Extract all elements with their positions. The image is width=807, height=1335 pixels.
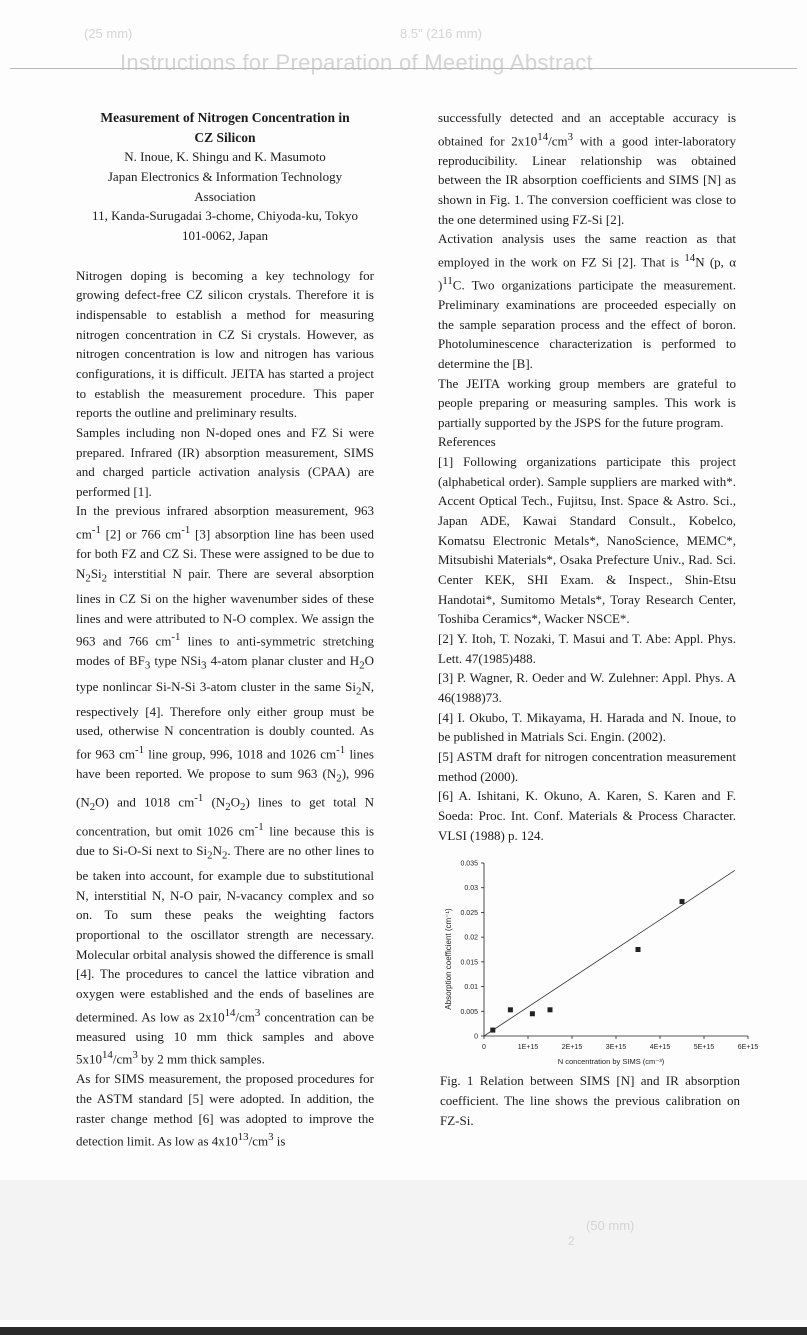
data-point — [530, 1011, 535, 1016]
paragraph-ir: In the previous infrared absorption measurement, 963 $cm^{-1}$ [2] or 766 $cm^{-1}$ [3] absorption line has been used for both FZ and CZ Si. These were assigned to be due to $N_2Si_2$ interstitial N pair. There are several absorption lines in CZ Si on the higher wavenumber sides of these lines and were attributed to N-O complex. We assign the 963 and 766 $cm^{-1}$ lines to anti-symmetric stretching modes of $BF_3$ type NSi$_3$ 4-atom planar cluster and $H_2O$ type nonlincar Si-N-Si 3-atom cluster in the same $Si_2N$, respectively [4]. Therefore only either group must be used, otherwise N concentration is doubly counted. As for 963 $cm^{-1}$ line group, 996, 1018 and 1026 $cm^{-1}$ lines have been reported. We propose to sum 963 $(N_2)$, 996 $(N_2O)$ and 1018 $cm^{-1}$ $(N_2O_2)$ lines to get total N concentration, but omit 1026 $cm^{-1}$ line because this is due to Si-O-Si next to $Si_2N_2$. There are no other lines to be taken into account, for example due to substitutional N, interstitial N, N-O pair, N-vacancy complex and so on. To sum these peaks the weighting factors proportional to the oscillator strength are necessary. Molecular orbital analysis showed the difference is small [4]. The procedures to cancel the lattice vibration and oxygen were established and the ends of baselines are determined. As low as $2x10^{14}/cm^3$ concentration can be measured using 10 mm thick samples and above $5x10^{14}/cm^3$ by 2 mm thick samples. — [76, 503, 375, 1067]
y-tick-label: 0.035 — [460, 860, 478, 868]
y-tick-label: 0.015 — [460, 959, 478, 967]
scan-edge — [0, 1327, 807, 1335]
x-axis — [482, 1036, 758, 1051]
figure-1-scatter-chart — [438, 853, 758, 1068]
paragraph-samples: Samples including non N-doped ones and FZ Si were prepared. Infrared (IR) absorption measurement, SIMS and charged particle activation analysis (CPAA) are performed [1]. — [76, 424, 374, 499]
top-margin-label: (25 mm) — [84, 26, 133, 41]
paragraph-intro: Nitrogen doping is becoming a key technology for growing defect-free CZ silicon crystals. Therefore it is indispensable to establish a method for measuring nitrogen concentration in CZ Si crystals. However, as nitrogen concentration is low and nitrogen has various configurations, it is difficult. JEITA has started a project to establish the measurement procedure. This paper reports the outline and preliminary results. — [76, 267, 374, 421]
right-column — [438, 108, 736, 845]
page-number: 2 — [568, 1234, 575, 1248]
bottom-margin-label: (50 mm) — [586, 1218, 635, 1233]
data-point — [680, 899, 685, 904]
address-line1: 11, Kanda-Surugadai 3-chome, Chiyoda-ku, Tokyo — [92, 208, 358, 224]
x-tick-label: 2E+15 — [561, 1044, 583, 1051]
template-title: Instructions for Preparation of Meeting Abstract — [120, 50, 593, 75]
reference-6: [6] A. Ishitani, K. Okuno, A. Karen, S. Karen and F. Soeda: Proc. Int. Conf. Materials & Process Character. VLSI (1988) p. 124. — [438, 788, 736, 843]
page-width-label: 8.5" (216 mm) — [400, 26, 482, 41]
x-tick-label: 6E+15 — [737, 1044, 758, 1051]
paper-title-line1: Measurement of Nitrogen Concentration in — [100, 110, 350, 125]
reference-1: [1] Following organizations participate this project (alphabetical order). Sample suppliers are marked with*. Accent Optical Tech., Fujitsu, Inst. Space & Astro. Sci., Japan ADE, Kawai Standard Consult., Kobelco, Komatsu Electronic Metals*, NanoScience, MEMC*, Mitsubishi Materials*, Osaka Prefecture Univ., Rad. Sci. Center KEK, SHI Exam. & Inspect., Shin-Etsu Handotai*, Sumitomo Metals*, Toray Research Center, Toshiba Ceramics*, Wacker NSCE*. — [438, 454, 736, 627]
paragraph-sims-cont: successfully detected and an acceptable accuracy is obtained for $2x10^{14}/cm^3$ with a good inter-laboratory reproducibility. Linear relationship was obtained between the IR absorption coefficients and SIMS [N] as shown in Fig. 1. The conversion coefficient was close to the one determined using FZ-Si [2]. — [438, 110, 736, 227]
x-tick-label: 5E+15 — [693, 1044, 715, 1051]
address-line2: 101-0062, Japan — [182, 227, 268, 243]
calibration-line — [484, 870, 735, 1036]
y-tick-label: 0.005 — [460, 1008, 478, 1016]
figure-caption: Fig. 1 Relation between SIMS [N] and IR absorption coefficient. The line shows the previous calibration on FZ-Si. — [440, 1073, 740, 1128]
x-tick-label: 4E+15 — [649, 1044, 671, 1051]
authors: N. Inoue, K. Shingu and K. Masumoto — [124, 149, 326, 165]
y-tick-label: 0 — [474, 1033, 478, 1041]
x-axis-label: N concentration by SIMS (cm⁻³) — [557, 1057, 665, 1066]
scan-shading — [0, 1180, 807, 1320]
paragraph-activation: Activation analysis uses the same reaction as that employed in the work on FZ Si [2]. That is $^{14}$N (p, α )$^{11}$C. Two organizations participate the measurement. Preliminary examinations are proceeded especially on the sample separation process and the effect of boron. Photoluminescence characterization is performed to determine the [B]. — [438, 231, 737, 371]
affiliation-line1: Japan Electronics & Information Technology — [107, 168, 343, 184]
reference-2: [2] Y. Itoh, T. Nozaki, T. Masui and T. Abe: Appl. Phys. Lett. 47(1985)488. — [438, 631, 736, 666]
reference-3: [3] P. Wagner, R. Oeder and W. Zulehner: Appl. Phys. A 46(1988)73. — [438, 670, 736, 706]
paragraph-sims: As for SIMS measurement, the proposed procedures for the ASTM standard [5] were adopted. In addition, the raster change method [6] was adopted to improve the detection limit. As low as $4x10^{13}/cm^3$ is — [76, 1071, 374, 1149]
x-tick-label: 0 — [482, 1044, 486, 1051]
x-tick-label: 1E+15 — [517, 1044, 539, 1051]
reference-4: [4] I. Okubo, T. Mikayama, H. Harada and N. Inoue, to be published in Matrials Sci. Engin. (2002). — [438, 709, 736, 745]
y-tick-label: 0.01 — [464, 984, 478, 992]
paper-title-line2: CZ Silicon — [194, 129, 256, 145]
y-tick-label: 0.02 — [464, 934, 478, 942]
y-tick-label: 0.025 — [460, 909, 478, 917]
data-point — [548, 1007, 553, 1012]
y-tick-label: 0.03 — [464, 885, 478, 893]
data-point — [636, 947, 641, 952]
paragraph-acknowledgement: The JEITA working group members are grateful to people preparing or measuring samples. This work is partially supported by the JSPS for the future program. — [438, 375, 736, 430]
data-point — [508, 1007, 513, 1012]
x-tick-label: 3E+15 — [605, 1044, 627, 1051]
calibration-line-group — [484, 870, 735, 1036]
reference-5: [5] ASTM draft for nitrogen concentration measurement method (2000). — [438, 748, 736, 784]
references-heading: References — [438, 434, 496, 450]
left-column — [76, 108, 374, 1151]
affiliation-line2: Association — [194, 188, 256, 204]
y-axis — [460, 861, 484, 1041]
header-rule — [10, 68, 797, 69]
data-point — [490, 1028, 495, 1033]
y-axis-label: Absorption coefficient (cm⁻¹) — [444, 908, 453, 1010]
